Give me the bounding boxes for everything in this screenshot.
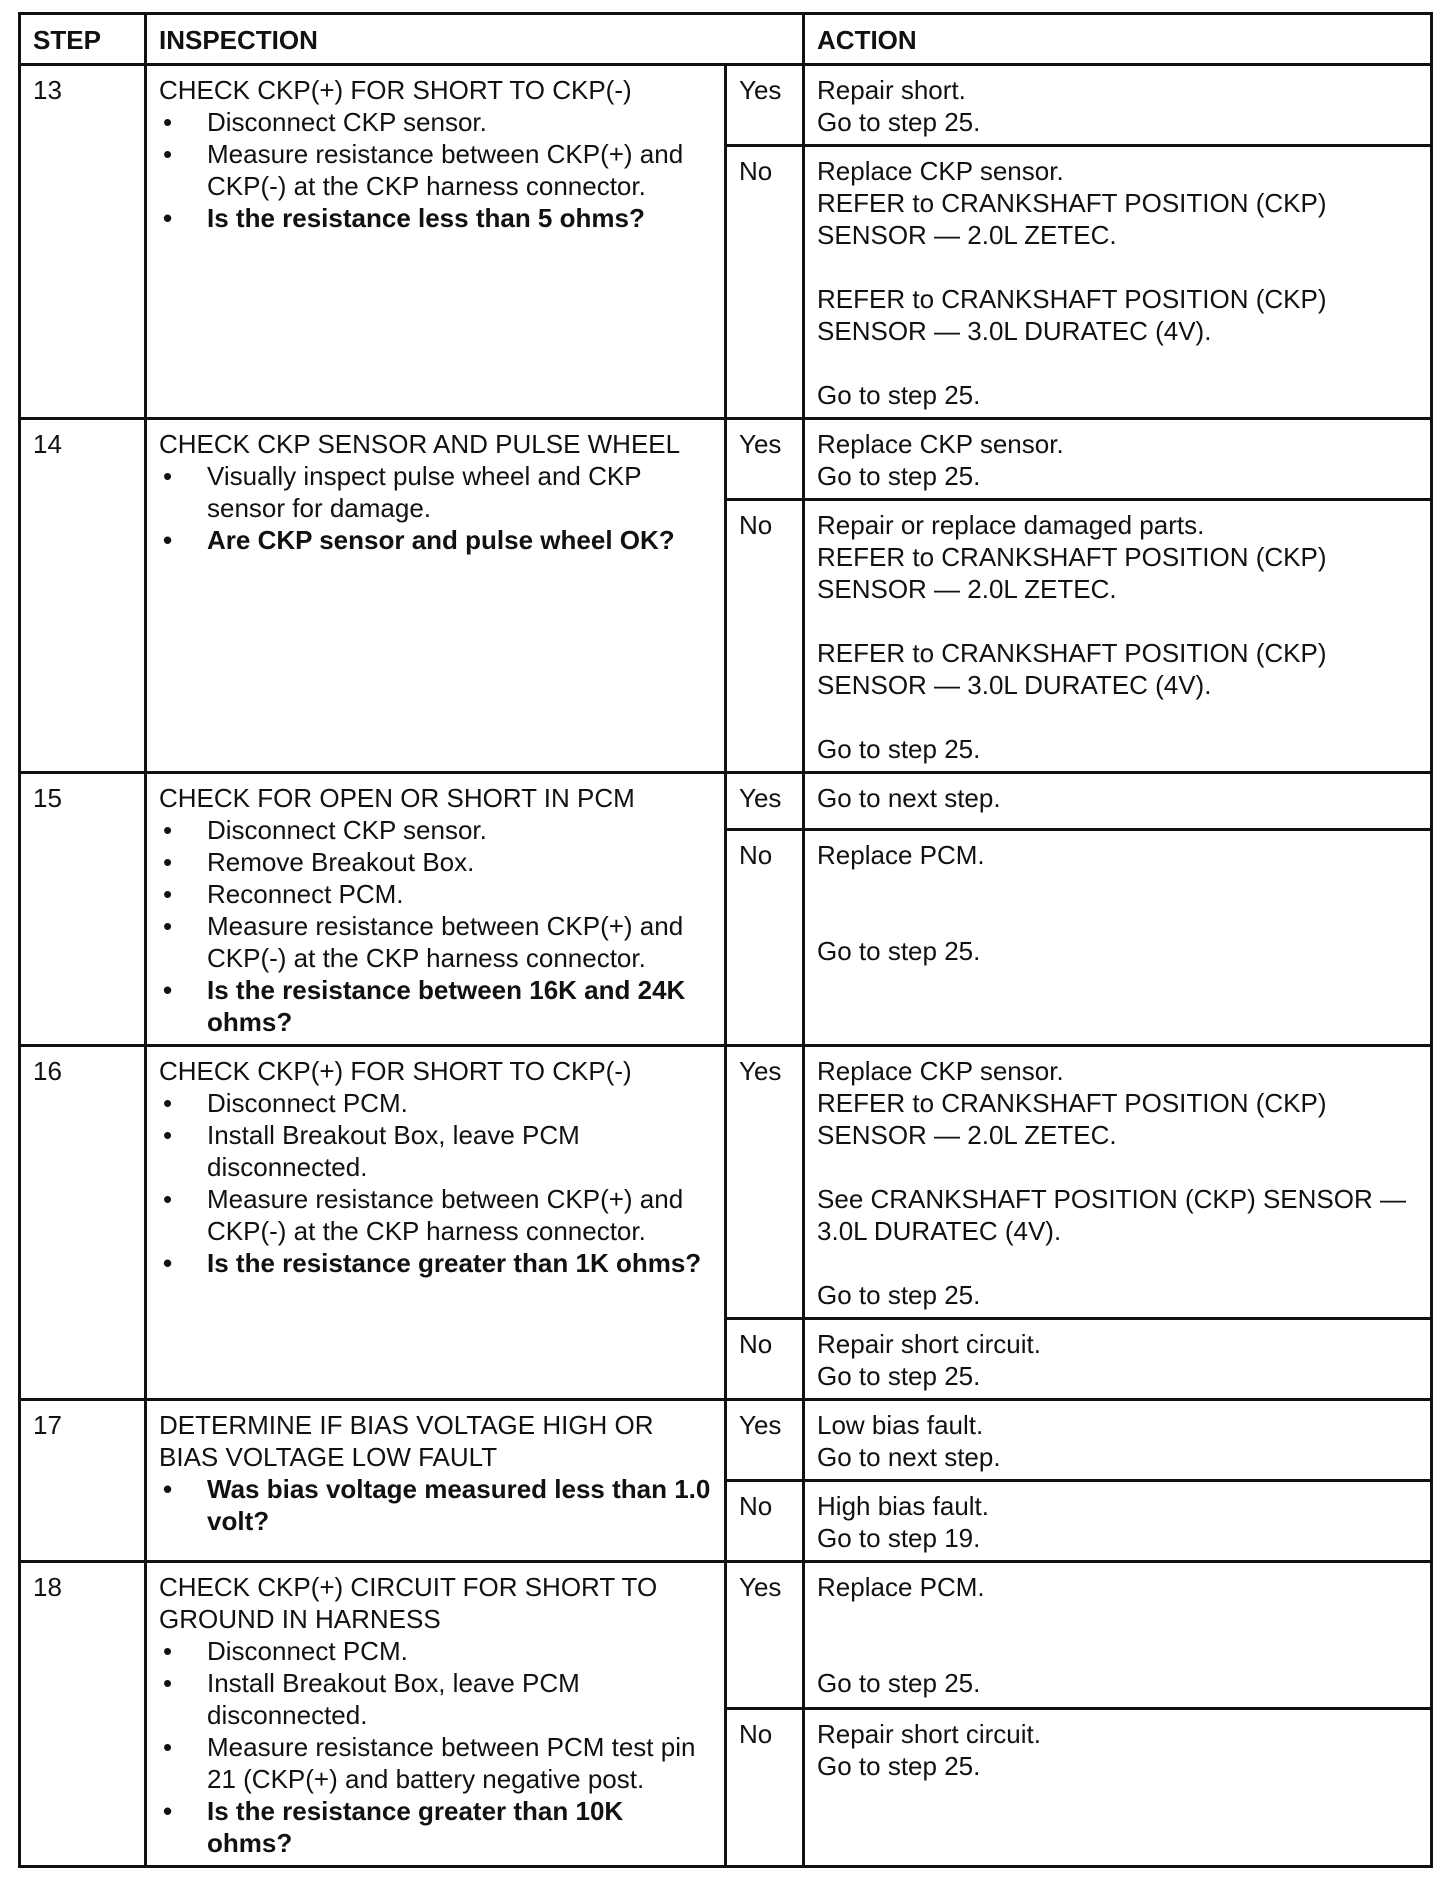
inspection-title: CHECK CKP(+) FOR SHORT TO CKP(-) xyxy=(159,1056,632,1086)
no-label: No xyxy=(726,146,804,419)
table-row xyxy=(20,1046,1432,1319)
inspection-list xyxy=(159,814,712,1038)
yes-label: Yes xyxy=(726,419,804,500)
no-label: No xyxy=(726,500,804,773)
action-text: Replace CKP sensor. xyxy=(817,1056,1064,1086)
inspection-cell xyxy=(146,65,726,419)
step-number: 14 xyxy=(20,419,146,773)
action-text: Replace PCM. xyxy=(817,1572,985,1602)
action-text: Go to step 25. xyxy=(817,1280,981,1310)
step-number: 17 xyxy=(20,1400,146,1562)
no-label: No xyxy=(726,1709,804,1867)
action-text: Go to step 19. xyxy=(817,1523,981,1553)
inspection-cell xyxy=(146,1400,726,1562)
inspection-title: DETERMINE IF BIAS VOLTAGE HIGH OR BIAS VOLTAGE LOW FAULT xyxy=(159,1410,654,1472)
action-header: ACTION xyxy=(804,14,1432,65)
yes-action xyxy=(804,1400,1432,1481)
step-header: STEP xyxy=(20,14,146,65)
diagnostic-table xyxy=(18,12,1433,1868)
yes-label: Yes xyxy=(726,1046,804,1319)
inspection-item: • Measure resistance between CKP(+) and CKP(-) at the CKP harness connector. xyxy=(159,910,712,974)
no-label: No xyxy=(726,829,804,1045)
inspection-list xyxy=(159,460,712,556)
inspection-list xyxy=(159,106,712,234)
table-row xyxy=(20,419,1432,500)
action-text: REFER to CRANKSHAFT POSITION (CKP) SENSOR — 2.0L ZETEC. xyxy=(817,188,1327,250)
yes-action xyxy=(804,65,1432,146)
no-action xyxy=(804,146,1432,419)
inspection-cell xyxy=(146,773,726,1046)
inspection-list xyxy=(159,1473,712,1537)
action-text: Go to step 25. xyxy=(817,734,981,764)
inspection-item: • Reconnect PCM. xyxy=(159,878,712,910)
no-label: No xyxy=(726,1481,804,1562)
inspection-item: • Visually inspect pulse wheel and CKP sensor for damage. xyxy=(159,460,712,524)
action-text: Replace CKP sensor. xyxy=(817,429,1064,459)
action-text: REFER to CRANKSHAFT POSITION (CKP) SENSOR — 3.0L DURATEC (4V). xyxy=(817,284,1327,346)
diagnostic-page xyxy=(18,12,1430,1868)
header-row xyxy=(20,14,1432,65)
inspection-item: • Measure resistance between CKP(+) and CKP(-) at the CKP harness connector. xyxy=(159,138,712,202)
inspection-item: • Disconnect PCM. xyxy=(159,1087,712,1119)
action-text: Go to step 25. xyxy=(817,1751,981,1782)
action-text: Go to step 25. xyxy=(817,461,981,491)
no-action xyxy=(804,1481,1432,1562)
table-row xyxy=(20,1400,1432,1481)
yes-action xyxy=(804,773,1432,830)
action-text: REFER to CRANKSHAFT POSITION (CKP) SENSOR — 2.0L ZETEC. xyxy=(817,1088,1327,1150)
inspection-title: CHECK CKP(+) FOR SHORT TO CKP(-) xyxy=(159,75,632,105)
action-text: Go to step 25. xyxy=(817,1668,981,1698)
step-number: 18 xyxy=(20,1562,146,1867)
inspection-question: • Is the resistance greater than 10K ohms? xyxy=(159,1795,712,1859)
table-row xyxy=(20,1562,1432,1709)
action-text: Repair or replace damaged parts. xyxy=(817,510,1205,540)
action-text: Go to step 25. xyxy=(817,380,981,410)
yes-action xyxy=(804,1046,1432,1319)
inspection-cell xyxy=(146,1562,726,1867)
table-row xyxy=(20,773,1432,830)
action-text: Go to step 25. xyxy=(817,935,981,966)
table-row xyxy=(20,65,1432,146)
inspection-list xyxy=(159,1635,712,1859)
inspection-question: • Is the resistance between 16K and 24K ohms? xyxy=(159,974,712,1038)
yes-label: Yes xyxy=(726,65,804,146)
no-action xyxy=(804,500,1432,773)
action-text: Repair short. xyxy=(817,75,966,105)
inspection-item: • Install Breakout Box, leave PCM disconnected. xyxy=(159,1119,712,1183)
inspection-title: CHECK FOR OPEN OR SHORT IN PCM xyxy=(159,783,635,813)
no-action xyxy=(804,1709,1432,1867)
inspection-header: INSPECTION xyxy=(146,14,804,65)
action-text: Repair short circuit. xyxy=(817,1719,1041,1750)
yes-action xyxy=(804,419,1432,500)
inspection-question: • Are CKP sensor and pulse wheel OK? xyxy=(159,524,712,556)
inspection-item: • Measure resistance between PCM test pin 21 (CKP(+) and battery negative post. xyxy=(159,1731,712,1795)
inspection-question: • Is the resistance less than 5 ohms? xyxy=(159,202,712,234)
action-text: Go to next step. xyxy=(817,783,1001,813)
action-text: Replace CKP sensor. xyxy=(817,156,1064,186)
action-text: See CRANKSHAFT POSITION (CKP) SENSOR — 3.0L DURATEC (4V). xyxy=(817,1184,1406,1246)
inspection-question: • Is the resistance greater than 1K ohms? xyxy=(159,1247,712,1279)
action-text: Go to step 25. xyxy=(817,1361,981,1391)
yes-label: Yes xyxy=(726,1562,804,1709)
inspection-list xyxy=(159,1087,712,1279)
action-text: Low bias fault. xyxy=(817,1410,984,1440)
yes-label: Yes xyxy=(726,1400,804,1481)
inspection-item: • Measure resistance between CKP(+) and CKP(-) at the CKP harness connector. xyxy=(159,1183,712,1247)
action-text: REFER to CRANKSHAFT POSITION (CKP) SENSOR — 3.0L DURATEC (4V). xyxy=(817,638,1327,700)
inspection-item: • Install Breakout Box, leave PCM disconnected. xyxy=(159,1667,712,1731)
inspection-title: CHECK CKP SENSOR AND PULSE WHEEL xyxy=(159,429,681,459)
inspection-question: • Was bias voltage measured less than 1.0 volt? xyxy=(159,1473,712,1537)
inspection-item: • Disconnect PCM. xyxy=(159,1635,712,1667)
inspection-item: • Disconnect CKP sensor. xyxy=(159,814,712,846)
action-text: High bias fault. xyxy=(817,1491,989,1521)
action-text: Repair short circuit. xyxy=(817,1329,1041,1359)
action-text: Go to step 25. xyxy=(817,107,981,137)
step-number: 13 xyxy=(20,65,146,419)
inspection-cell xyxy=(146,1046,726,1400)
step-number: 15 xyxy=(20,773,146,1046)
action-text: Replace PCM. xyxy=(817,839,985,870)
no-label: No xyxy=(726,1319,804,1400)
inspection-item: • Disconnect CKP sensor. xyxy=(159,106,712,138)
action-text: REFER to CRANKSHAFT POSITION (CKP) SENSOR — 2.0L ZETEC. xyxy=(817,542,1327,604)
no-action xyxy=(804,829,1432,1045)
yes-action xyxy=(804,1562,1432,1709)
yes-label: Yes xyxy=(726,773,804,830)
inspection-cell xyxy=(146,419,726,773)
no-action xyxy=(804,1319,1432,1400)
action-text: Go to next step. xyxy=(817,1442,1001,1472)
inspection-title: CHECK CKP(+) CIRCUIT FOR SHORT TO GROUND IN HARNESS xyxy=(159,1572,658,1634)
inspection-item: • Remove Breakout Box. xyxy=(159,846,712,878)
step-number: 16 xyxy=(20,1046,146,1400)
